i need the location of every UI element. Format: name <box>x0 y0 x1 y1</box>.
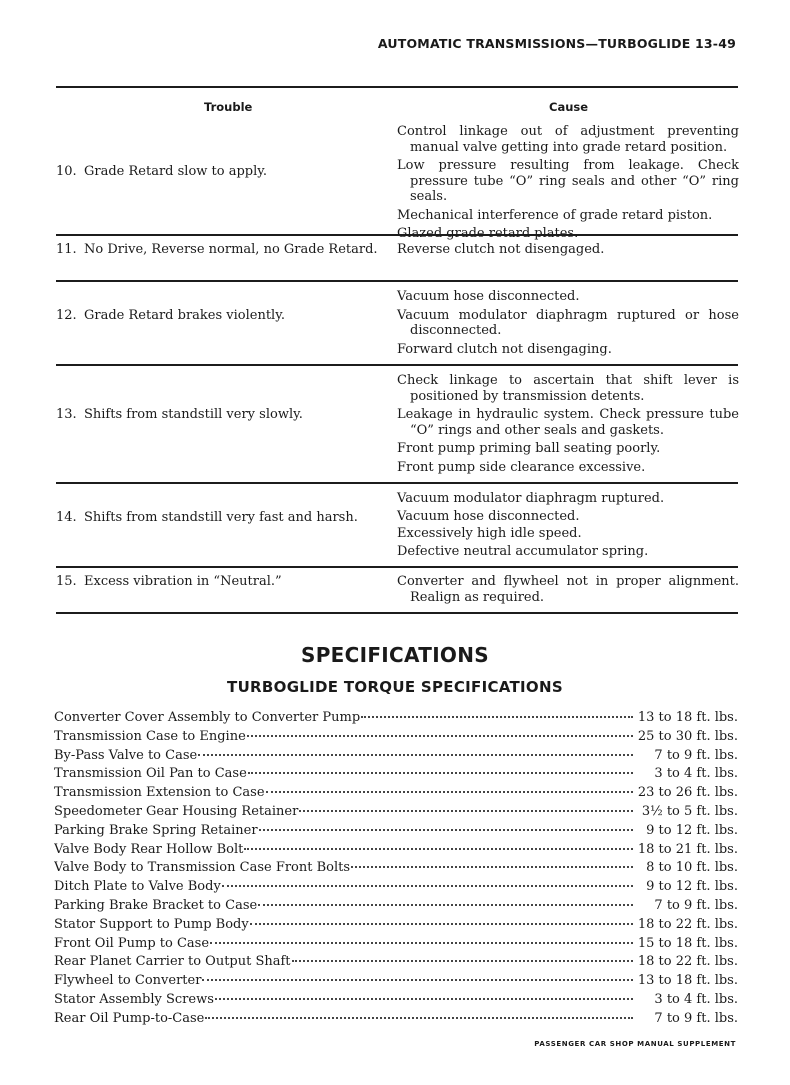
cause-list <box>397 242 739 261</box>
cause-list <box>397 124 739 245</box>
row-divider <box>56 482 738 484</box>
row-divider <box>56 280 738 282</box>
trouble-text: 15. Excess vibration in “Neutral.” <box>56 574 282 589</box>
cause-item: Vacuum modulator diaphragm ruptured. <box>397 491 665 506</box>
spec-row: Valve Body to Transmission Case Front Bolts 8 to 10 ft. lbs. <box>54 860 738 876</box>
cause-item: Vacuum hose disconnected. <box>397 289 580 304</box>
table-top-rule <box>56 86 738 88</box>
column-header-trouble: Trouble <box>204 100 253 114</box>
cause-item: Excessively high idle speed. <box>397 526 582 541</box>
spec-row: Front Oil Pump to Case 15 to 18 ft. lbs. <box>54 935 738 951</box>
cause-item: Control linkage out of adjustment preventing manual valve getting into grade retard position. <box>397 124 739 155</box>
cause-item: Vacuum hose disconnected. <box>397 508 580 524</box>
spec-row: Ditch Plate to Valve Body 9 to 12 ft. lbs. <box>54 879 738 895</box>
trouble-text: 13. Shifts from standstill very slowly. <box>56 407 303 422</box>
trouble-text: 11. No Drive, Reverse normal, no Grade Retard. <box>56 242 378 257</box>
spec-row: Stator Assembly Screws 3 to 4 ft. lbs. <box>54 991 738 1007</box>
cause-item: Mechanical interference of grade retard piston. <box>397 207 713 223</box>
column-header-cause: Cause <box>549 100 589 114</box>
spec-row: Stator Support to Pump Body 18 to 22 ft. lbs. <box>54 916 738 932</box>
spec-row: Flywheel to Converter 13 to 18 ft. lbs. <box>54 973 738 989</box>
cause-list <box>397 373 739 478</box>
cause-list <box>397 289 739 360</box>
page-footer: PASSENGER CAR SHOP MANUAL SUPPLEMENT <box>534 1040 736 1048</box>
spec-row: Rear Oil Pump-to-Case 7 to 9 ft. lbs. <box>54 1010 738 1026</box>
specifications-subtitle: TURBOGLIDE TORQUE SPECIFICATIONS <box>227 678 563 696</box>
cause-item: Low pressure resulting from leakage. Check pressure tube “O” ring seals and other “O” ring seals. <box>397 158 739 204</box>
spec-row: Transmission Case to Engine 25 to 30 ft. lbs. <box>54 728 738 744</box>
row-divider <box>56 234 738 236</box>
page-header: AUTOMATIC TRANSMISSIONS—TURBOGLIDE 13-49 <box>377 36 736 51</box>
cause-item: Check linkage to ascertain that shift lever is positioned by transmission detents. <box>397 373 739 404</box>
spec-row: Converter Cover Assembly to Converter Pump 13 to 18 ft. lbs. <box>54 710 738 725</box>
spec-row: Speedometer Gear Housing Retainer 3½ to 5 ft. lbs. <box>54 803 738 819</box>
spec-row: Transmission Extension to Case 23 to 26 ft. lbs. <box>54 785 738 801</box>
trouble-text: 10. Grade Retard slow to apply. <box>56 164 268 179</box>
table-bottom-rule <box>56 612 738 614</box>
row-divider <box>56 364 738 366</box>
spec-row: Transmission Oil Pan to Case 3 to 4 ft. lbs. <box>54 766 738 782</box>
spec-row: Parking Brake Spring Retainer 9 to 12 ft. lbs. <box>54 822 738 838</box>
spec-row: By-Pass Valve to Case 7 to 9 ft. lbs. <box>54 747 738 763</box>
torque-spec-list <box>54 710 738 1030</box>
row-divider <box>56 566 738 568</box>
cause-item: Reverse clutch not disengaged. <box>397 242 605 257</box>
cause-list <box>397 574 739 608</box>
cause-item: Front pump priming ball seating poorly. <box>397 441 661 456</box>
spec-row: Valve Body Rear Hollow Bolt 18 to 21 ft. lbs. <box>54 841 738 857</box>
cause-item: Defective neutral accumulator spring. <box>397 543 649 559</box>
cause-item: Front pump side clearance excessive. <box>397 459 646 475</box>
specifications-title: SPECIFICATIONS <box>301 643 489 667</box>
trouble-text: 12. Grade Retard brakes violently. <box>56 308 285 323</box>
cause-item: Leakage in hydraulic system. Check pressure tube “O” rings and other seals and gaskets. <box>397 407 739 438</box>
spec-row: Rear Planet Carrier to Output Shaft 18 to 22 ft. lbs. <box>54 954 738 970</box>
cause-item: Converter and flywheel not in proper alignment. Realign as required. <box>397 574 739 605</box>
trouble-text: 14. Shifts from standstill very fast and harsh. <box>56 510 358 525</box>
spec-row: Parking Brake Bracket to Case 7 to 9 ft. lbs. <box>54 897 738 913</box>
cause-list <box>397 491 739 561</box>
cause-item: Vacuum modulator diaphragm ruptured or hose disconnected. <box>397 307 739 338</box>
cause-item: Forward clutch not disengaging. <box>397 341 612 357</box>
